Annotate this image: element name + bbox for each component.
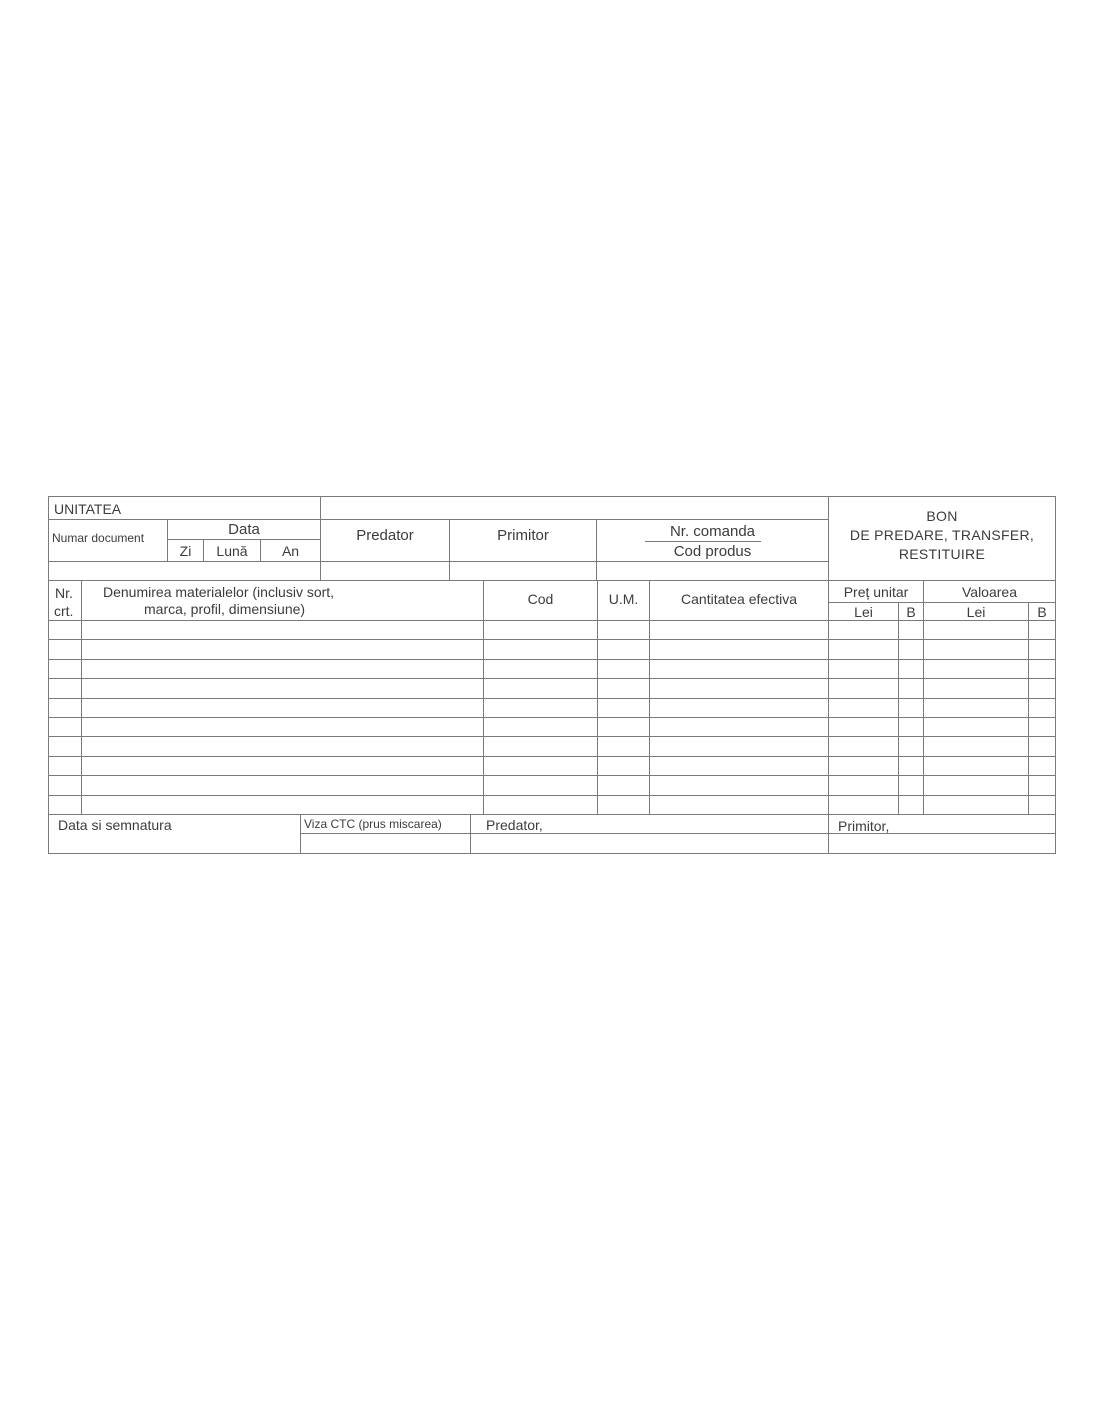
col-line-cod (597, 580, 598, 814)
footer-vline-primitor (828, 814, 829, 854)
table-row-separator (48, 775, 1056, 776)
header-line-under-data (168, 539, 320, 540)
frame-top-line (48, 496, 1056, 497)
footer-vline-predator (470, 814, 471, 854)
data-semnatura-label: Data si semnatura (58, 817, 172, 833)
luna-label: Lună (216, 543, 248, 559)
col-nr-line-2: crt. (54, 603, 74, 619)
footer-top-line (48, 814, 1056, 815)
predator-footer-label: Predator, (486, 817, 543, 833)
col-um-header: U.M. (608, 591, 639, 607)
cod-produs-label: Cod produs (673, 543, 752, 560)
primitor-footer-label: Primitor, (838, 818, 890, 834)
table-top-line (48, 580, 1056, 581)
table-row-separator (48, 639, 1056, 640)
col-denumire-line-2: marca, profil, dimensiune) (144, 601, 306, 617)
table-row-separator (48, 756, 1056, 757)
header-line-under-unitatea (48, 519, 828, 520)
viza-ctc-label: Viza CTC (prus miscarea) (304, 817, 442, 831)
footer-vline-viza (300, 814, 301, 854)
table-header-bottom-line (48, 620, 1056, 621)
predator-header-label: Predator (356, 527, 414, 544)
table-row-separator (48, 698, 1056, 699)
document-title (829, 507, 1055, 564)
col-pret-unitar-header: Preț unitar (843, 584, 909, 600)
frame-left-line (48, 496, 49, 854)
nr-comanda-underline (645, 541, 761, 542)
col-line-denumire (483, 580, 484, 814)
table-row-separator (48, 736, 1056, 737)
title-line-2: DE PREDARE, TRANSFER, (849, 527, 1035, 543)
footer-mid-line (300, 833, 1056, 834)
an-label: An (281, 543, 300, 559)
unitatea-label: UNITATEA (54, 501, 122, 517)
col-line-pret-b (898, 602, 899, 814)
table-row-separator (48, 678, 1056, 679)
zi-label: Zi (179, 543, 192, 559)
header-line-under-zi-luna-an (48, 561, 828, 562)
title-line-3: RESTITUIRE (898, 546, 986, 562)
valoare-b-subheader: B (1037, 604, 1047, 620)
col-cod-header: Cod (527, 591, 554, 607)
col-cantitate-header: Cantitatea efectiva (681, 591, 797, 607)
valoare-lei-subheader: Lei (966, 604, 986, 620)
col-nr-line-1: Nr. (55, 585, 73, 601)
frame-right-line (1055, 496, 1056, 854)
col-denumire-line-1: Denumirea materialelor (inclusiv sort, (103, 584, 335, 600)
primitor-header-label: Primitor (497, 527, 549, 544)
data-label: Data (228, 521, 260, 538)
col-line-nr (81, 580, 82, 814)
col-line-valoare-b (1028, 602, 1029, 814)
frame-bottom-line (48, 853, 1056, 854)
table-row-separator (48, 717, 1056, 718)
pret-lei-subheader: Lei (854, 604, 873, 620)
col-valoarea-header: Valoarea (961, 584, 1017, 600)
nr-comanda-label: Nr. comanda (669, 523, 756, 540)
col-line-um (649, 580, 650, 814)
pret-b-subheader: B (906, 604, 916, 620)
price-value-subheader-line (828, 602, 1056, 603)
table-row-separator (48, 795, 1056, 796)
title-line-1: BON (926, 508, 958, 524)
numar-document-label: Numar document (52, 531, 145, 545)
table-row-separator (48, 659, 1056, 660)
